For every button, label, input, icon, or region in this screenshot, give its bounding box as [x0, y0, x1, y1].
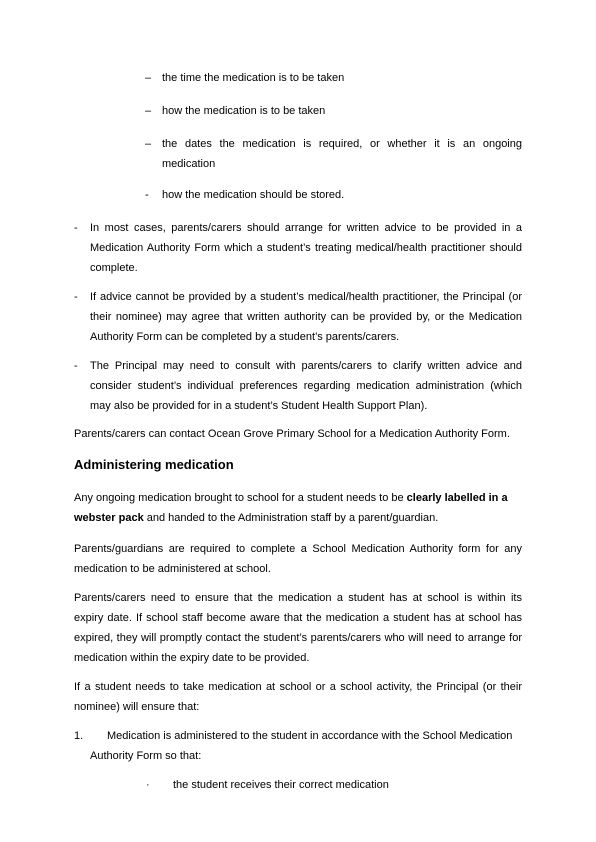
section-heading: Administering medication — [74, 457, 234, 472]
bullet-item: The Principal may need to consult with parents/carers to clarify written advice and consider student’s individual preferences regarding medication administration (which may also be provided for in a student’s Student Health Support Plan). — [90, 360, 522, 412]
dot-item: the student receives their correct medication — [173, 779, 389, 791]
expiry-paragraph: Parents/carers need to ensure that the medication a student has at school is within its expiry date. If school staff become aware that the medication a student has at school has expired, they will promptly contact the student’s parents/carers who will need to arrange for medication within the expiry date to be provided. — [74, 592, 522, 664]
list-marker: – — [145, 105, 152, 117]
activity-paragraph: If a student needs to take medication at school or a school activity, the Principal (or their nominee) will ensure that: — [74, 681, 522, 713]
contact-paragraph: Parents/carers can contact Ocean Grove Primary School for a Medication Authority Form. — [74, 428, 510, 440]
ongoing-medication-paragraph: Any ongoing medication brought to school for a student needs to be clearly labelled in a webster pack and handed to the Administration staff by a parent/guardian. — [74, 492, 508, 524]
item-number: 1. — [74, 730, 84, 742]
bullet-item: In most cases, parents/carers should arrange for written advice to be provided in a Medication Authority Form which a student’s treating medical/health practitioner should complete. — [90, 222, 522, 274]
list-marker: – — [145, 72, 152, 84]
list-item: how the medication is to be taken — [162, 105, 326, 117]
list-item: the time the medication is to be taken — [162, 72, 345, 84]
guardians-paragraph: Parents/guardians are required to complete a School Medication Authority form for any medication to be administered at school. — [74, 543, 522, 575]
list-marker: - — [145, 189, 149, 201]
bullet-marker: - — [74, 360, 78, 372]
numbered-text: Medication is administered to the student in accordance with the School Medication Authority Form so that: — [90, 730, 513, 762]
list-marker: – — [145, 138, 152, 150]
list-item: how the medication should be stored. — [162, 189, 345, 201]
bullet-item: If advice cannot be provided by a student’s medical/health practitioner, the Principal (or their nominee) may agree that written authority can be provided by, or the Medication Authority Form can be completed by a student’s parents/carers. — [90, 291, 522, 343]
bullet-marker: - — [74, 291, 78, 303]
list-item: the dates the medication is required, or whether it is an ongoing medication — [162, 138, 522, 170]
bullet-marker: - — [74, 222, 78, 234]
dot-marker: · — [146, 779, 150, 791]
